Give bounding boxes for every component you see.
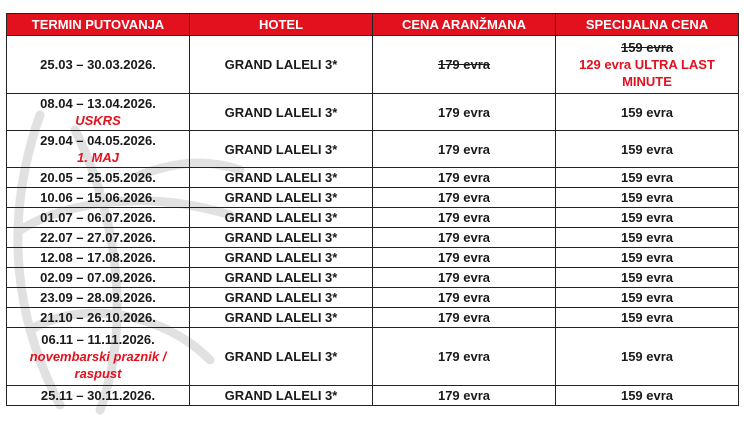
price-cell: 179 evra xyxy=(373,248,556,268)
dates-cell xyxy=(7,94,190,131)
dates-text: 29.04 – 04.05.2026. xyxy=(40,133,156,148)
table-row xyxy=(7,36,739,94)
hotel-cell: GRAND LALELI 3* xyxy=(190,248,373,268)
special-cell: 159 evra xyxy=(556,94,739,131)
dates-cell: 25.11 – 30.11.2026. xyxy=(7,386,190,406)
price-cell: 179 evra xyxy=(373,94,556,131)
hotel-cell: GRAND LALELI 3* xyxy=(190,94,373,131)
header-row xyxy=(7,14,739,36)
dates-cell: 21.10 – 26.10.2026. xyxy=(7,308,190,328)
table-row xyxy=(7,288,739,308)
price-cell: 179 evra xyxy=(373,131,556,168)
special-cell: 159 evra xyxy=(556,228,739,248)
hotel-cell: GRAND LALELI 3* xyxy=(190,131,373,168)
special-cell xyxy=(556,36,739,94)
table-row xyxy=(7,248,739,268)
price-cell: 179 evra xyxy=(373,208,556,228)
hotel-cell: GRAND LALELI 3* xyxy=(190,328,373,386)
dates-cell xyxy=(7,131,190,168)
special-cell: 159 evra xyxy=(556,168,739,188)
table-row xyxy=(7,268,739,288)
header-term: TERMIN PUTOVANJA xyxy=(7,14,190,36)
special-cell: 159 evra xyxy=(556,328,739,386)
special-cell: 159 evra xyxy=(556,188,739,208)
table-row xyxy=(7,94,739,131)
table-row xyxy=(7,188,739,208)
table-row xyxy=(7,386,739,406)
special-cell: 159 evra xyxy=(556,131,739,168)
price-cell: 179 evra xyxy=(373,228,556,248)
price-cell: 179 evra xyxy=(373,386,556,406)
table-row xyxy=(7,168,739,188)
dates-cell: 01.07 – 06.07.2026. xyxy=(7,208,190,228)
header-price: CENA ARANŽMANA xyxy=(373,14,556,36)
dates-text: 06.11 – 11.11.2026. xyxy=(41,332,155,347)
special-cell: 159 evra xyxy=(556,386,739,406)
dates-text: 08.04 – 13.04.2026. xyxy=(40,96,156,111)
dates-cell xyxy=(7,328,190,386)
special-cell: 159 evra xyxy=(556,288,739,308)
special-cell: 159 evra xyxy=(556,268,739,288)
hotel-cell: GRAND LALELI 3* xyxy=(190,36,373,94)
holiday-note: 1. MAJ xyxy=(77,150,119,165)
dates-cell: 22.07 – 27.07.2026. xyxy=(7,228,190,248)
price-table xyxy=(6,13,739,406)
hotel-cell: GRAND LALELI 3* xyxy=(190,386,373,406)
special-old-price: 159 evra xyxy=(620,40,674,55)
hotel-cell: GRAND LALELI 3* xyxy=(190,208,373,228)
dates-cell: 25.03 – 30.03.2026. xyxy=(7,36,190,94)
hotel-cell: GRAND LALELI 3* xyxy=(190,268,373,288)
price-cell: 179 evra xyxy=(373,268,556,288)
price-cell: 179 evra xyxy=(373,168,556,188)
table-row xyxy=(7,208,739,228)
hotel-cell: GRAND LALELI 3* xyxy=(190,288,373,308)
price-cell xyxy=(373,36,556,94)
table-row xyxy=(7,328,739,386)
holiday-note: USKRS xyxy=(75,113,121,128)
header-hotel: HOTEL xyxy=(190,14,373,36)
dates-cell: 23.09 – 28.09.2026. xyxy=(7,288,190,308)
special-cell: 159 evra xyxy=(556,248,739,268)
dates-cell: 12.08 – 17.08.2026. xyxy=(7,248,190,268)
hotel-cell: GRAND LALELI 3* xyxy=(190,228,373,248)
price-cell: 179 evra xyxy=(373,288,556,308)
hotel-cell: GRAND LALELI 3* xyxy=(190,308,373,328)
price-cell: 179 evra xyxy=(373,328,556,386)
dates-cell: 20.05 – 25.05.2026. xyxy=(7,168,190,188)
price-cell: 179 evra xyxy=(373,188,556,208)
old-price: 179 evra xyxy=(437,57,491,72)
dates-cell: 02.09 – 07.09.2026. xyxy=(7,268,190,288)
holiday-note: novembarski praznik / raspust xyxy=(29,349,167,381)
special-cell: 159 evra xyxy=(556,208,739,228)
dates-cell: 10.06 – 15.06.2026. xyxy=(7,188,190,208)
price-cell: 179 evra xyxy=(373,308,556,328)
hotel-cell: GRAND LALELI 3* xyxy=(190,188,373,208)
hotel-cell: GRAND LALELI 3* xyxy=(190,168,373,188)
table-row xyxy=(7,228,739,248)
special-cell: 159 evra xyxy=(556,308,739,328)
table-row xyxy=(7,131,739,168)
table-row xyxy=(7,308,739,328)
header-special: SPECIJALNA CENA xyxy=(556,14,739,36)
special-promo-price: 129 evra ULTRA LAST MINUTE xyxy=(579,57,715,89)
